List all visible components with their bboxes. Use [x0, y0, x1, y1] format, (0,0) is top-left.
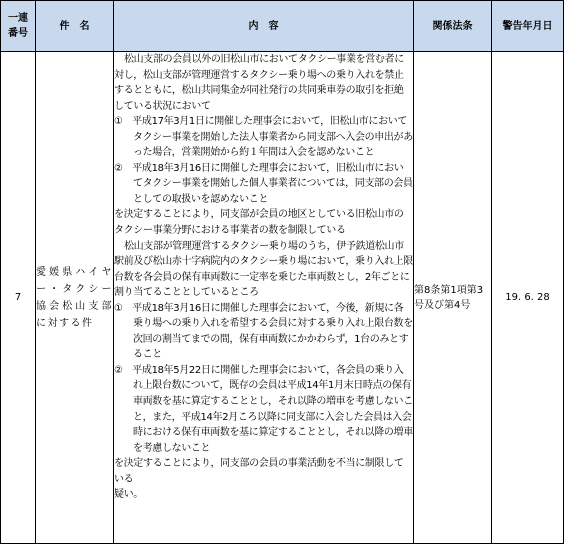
content-middle: を決定することにより，同支部が会員の地区としている旧松山市のタクシー事業分野における事業者の数を制限している — [114, 209, 404, 237]
content-second-intro: 松山支部が管理運営するタクシー乗り場のうち，伊予鉄道松山市駅前及び松山赤十字病院内のタクシー乗り場において，乗り入れ上限台数を各会員の保有車両数に一定率を乗じた車両数とし，2年ごとに割り当てることとしているところ — [114, 240, 413, 299]
header-law — [414, 1, 492, 52]
header-content — [114, 1, 414, 52]
row-content — [114, 52, 414, 544]
row-name: 愛媛県ハイヤー・タクシー協会松山支部に対する件 — [36, 52, 114, 544]
header-number-line1: 一連 — [8, 13, 28, 24]
header-row — [1, 1, 564, 52]
header-name — [36, 1, 114, 52]
table-row — [1, 52, 564, 544]
content-intro: 松山支部の会員以外の旧松山市においてタクシー事業を営む者に対し，松山支部が管理運営するタクシー乗り場への乗り入れを禁止するとともに，松山共同集金が同社発行の共同乗車券の取引を拒絶している状況において — [114, 54, 404, 112]
content-closing: を決定することにより，同支部の会員の事業活動を不当に制限している — [114, 458, 404, 485]
header-number — [1, 1, 36, 52]
content-end: 疑い。 — [114, 489, 143, 501]
content-item-1-1: ① 平成17年3月1日に開催した理事会において，旧松山市においてタクシー事業を開始した法人事業者から同支部へ入会の申出があった場合，営業開始から約１年間は入会を認めないこと — [114, 116, 413, 159]
row-date: 19. 6. 28 — [492, 52, 564, 544]
header-number-line2: 番号 — [8, 28, 28, 39]
content-item-2-2: ② 平成18年5月22日に開催した理事会において，各会員の乗り入れ上限台数について，既存の会員は平成14年1月末日時点の保有車両数を基に算定することとし，それ以降の増車を考慮しないこと，また，平成14年2月ころ以降に同支部に入会した会員は入会時における保有車両数を基に算定することとし，それ以降の増車を考慮しないこと — [114, 364, 413, 454]
row-number: 7 — [1, 52, 36, 544]
header-date-label: 警告年月日 — [502, 20, 553, 32]
content-item-1-2: ② 平成18年3月16日に開催した理事会において，旧松山市においてタクシー事業を開始した個人事業者については，同支部の会員としての取扱いを認めないこと — [114, 162, 413, 205]
header-content-label: 内 容 — [248, 20, 279, 32]
header-name-label: 件 名 — [59, 20, 90, 32]
content-item-2-1: ① 平成18年3月16日に開催した理事会において，今後，新規に各乗り場への乗り入れを希望する会員に対する乗り入れ上限台数を次回の割当てまでの間，保有車両数にかかわらず，1台のみとすること — [114, 302, 413, 361]
header-date — [492, 1, 564, 52]
row-law: 第8条第1項第3号及び第4号 — [414, 52, 492, 544]
header-law-label: 関係法条 — [432, 20, 473, 32]
